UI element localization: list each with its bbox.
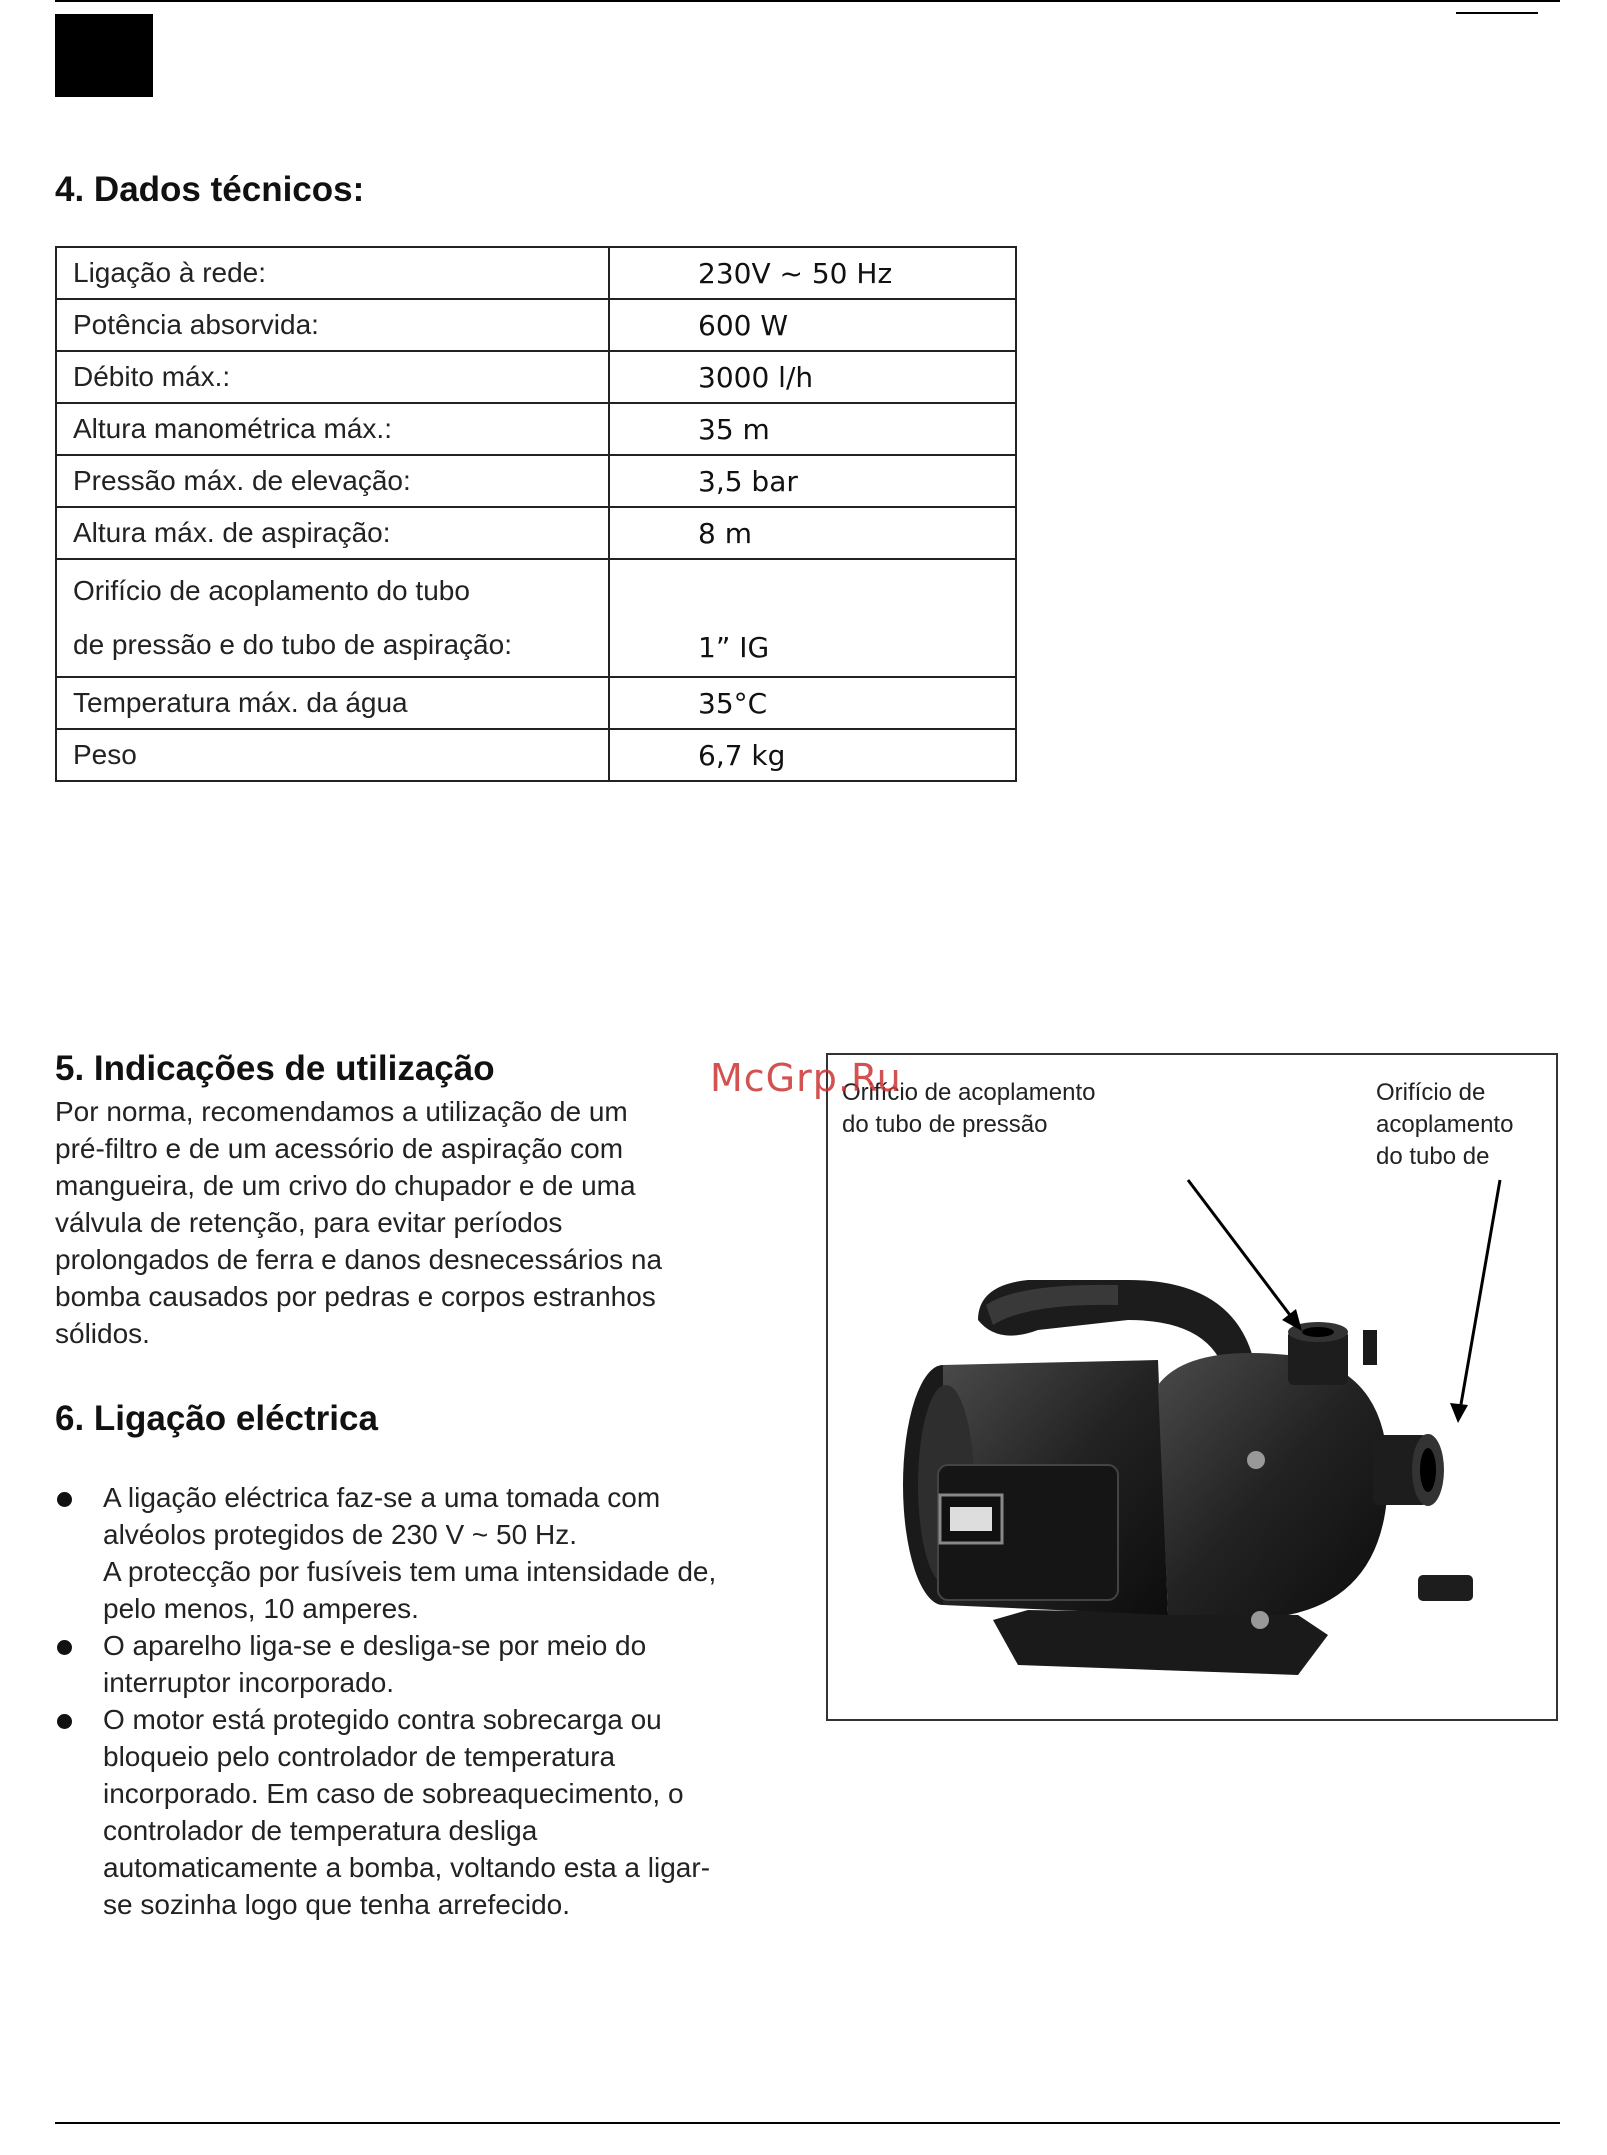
row-label-line: Orifício de acoplamento do tubo [73, 575, 470, 606]
caption-line: acoplamento [1376, 1111, 1514, 1138]
table-row [56, 299, 1016, 351]
table-row [56, 559, 1016, 677]
table-row [56, 351, 1016, 403]
pump-figure [826, 1053, 1558, 1721]
paragraph-line: bomba causados por pedras e corpos estranhos [55, 1281, 656, 1312]
row-value: 1” IG [609, 559, 1016, 677]
top-rule-short [1456, 12, 1538, 14]
row-label-line: de pressão e do tubo de aspiração: [73, 629, 512, 660]
usage-paragraph [55, 1093, 745, 1352]
row-label: Potência absorvida: [56, 299, 609, 351]
top-rule [55, 0, 1560, 2]
caption-suction-port [1376, 1077, 1513, 1173]
list-item [55, 1701, 795, 1923]
list-item-line: incorporado. Em caso de sobreaquecimento, o [103, 1778, 684, 1809]
list-item-line: se sozinha logo que tenha arrefecido. [103, 1889, 570, 1920]
technical-data-table [55, 246, 1017, 782]
caption-line: do tubo de [1376, 1143, 1490, 1170]
caption-line: do tubo de pressão [842, 1111, 1048, 1138]
list-item [55, 1479, 795, 1627]
bullet-icon [57, 1640, 72, 1655]
section-marker-block [55, 14, 153, 97]
row-value: 600 W [609, 299, 1016, 351]
bullet-icon [57, 1714, 72, 1729]
list-item-line: A protecção por fusíveis tem uma intensidade de, [103, 1556, 717, 1587]
row-label: Ligação à rede: [56, 247, 609, 299]
table-row [56, 677, 1016, 729]
table-row [56, 455, 1016, 507]
electrical-bullet-list [55, 1479, 795, 1923]
row-label: Débito máx.: [56, 351, 609, 403]
list-item-line: O motor está protegido contra sobrecarga ou [103, 1704, 662, 1735]
list-item-line: bloqueio pelo controlador de temperatura [103, 1741, 616, 1772]
section-6-heading: 6. Ligação eléctrica [55, 1399, 378, 1438]
row-value: 35°C [609, 677, 1016, 729]
table-row [56, 403, 1016, 455]
row-value: 6,7 kg [609, 729, 1016, 781]
list-item-line: controlador de temperatura desliga [103, 1815, 538, 1846]
row-value: 35 m [609, 403, 1016, 455]
caption-line: Orifício de [1376, 1079, 1486, 1106]
bullet-icon [57, 1492, 72, 1507]
paragraph-line: sólidos. [55, 1318, 150, 1349]
row-label: Temperatura máx. da água [56, 677, 609, 729]
paragraph-line: mangueira, de um crivo do chupador e de uma [55, 1170, 636, 1201]
row-value: 3,5 bar [609, 455, 1016, 507]
row-label: Altura manométrica máx.: [56, 403, 609, 455]
section-5-heading: 5. Indicações de utilização [55, 1049, 495, 1088]
watermark: McGrp.Ru [710, 1056, 902, 1100]
row-value: 3000 l/h [609, 351, 1016, 403]
table-row [56, 247, 1016, 299]
row-label [56, 559, 609, 677]
paragraph-line: Por norma, recomendamos a utilização de um [55, 1096, 628, 1127]
list-item-line: alvéolos protegidos de 230 V ~ 50 Hz. [103, 1519, 577, 1550]
row-value: 230V ~ 50 Hz [609, 247, 1016, 299]
bottom-rule [55, 2122, 1560, 2124]
paragraph-line: válvula de retenção, para evitar períodos [55, 1207, 563, 1238]
list-item [55, 1627, 795, 1701]
table-row [56, 507, 1016, 559]
row-value: 8 m [609, 507, 1016, 559]
list-item-line: automaticamente a bomba, voltando esta a ligar- [103, 1852, 711, 1883]
section-4-heading: 4. Dados técnicos: [55, 170, 365, 209]
list-item-line: A ligação eléctrica faz-se a uma tomada com [103, 1482, 661, 1513]
row-label: Altura máx. de aspiração: [56, 507, 609, 559]
list-item-line: pelo menos, 10 amperes. [103, 1593, 419, 1624]
list-item-line: interruptor incorporado. [103, 1667, 395, 1698]
paragraph-line: prolongados de ferra e danos desnecessários na [55, 1244, 663, 1275]
table-row [56, 729, 1016, 781]
row-label: Peso [56, 729, 609, 781]
row-label: Pressão máx. de elevação: [56, 455, 609, 507]
list-item-line: O aparelho liga-se e desliga-se por meio do [103, 1630, 647, 1661]
caption-line: Orifício de acoplamento [842, 1079, 1096, 1106]
paragraph-line: pré-filtro e de um acessório de aspiração com [55, 1133, 624, 1164]
